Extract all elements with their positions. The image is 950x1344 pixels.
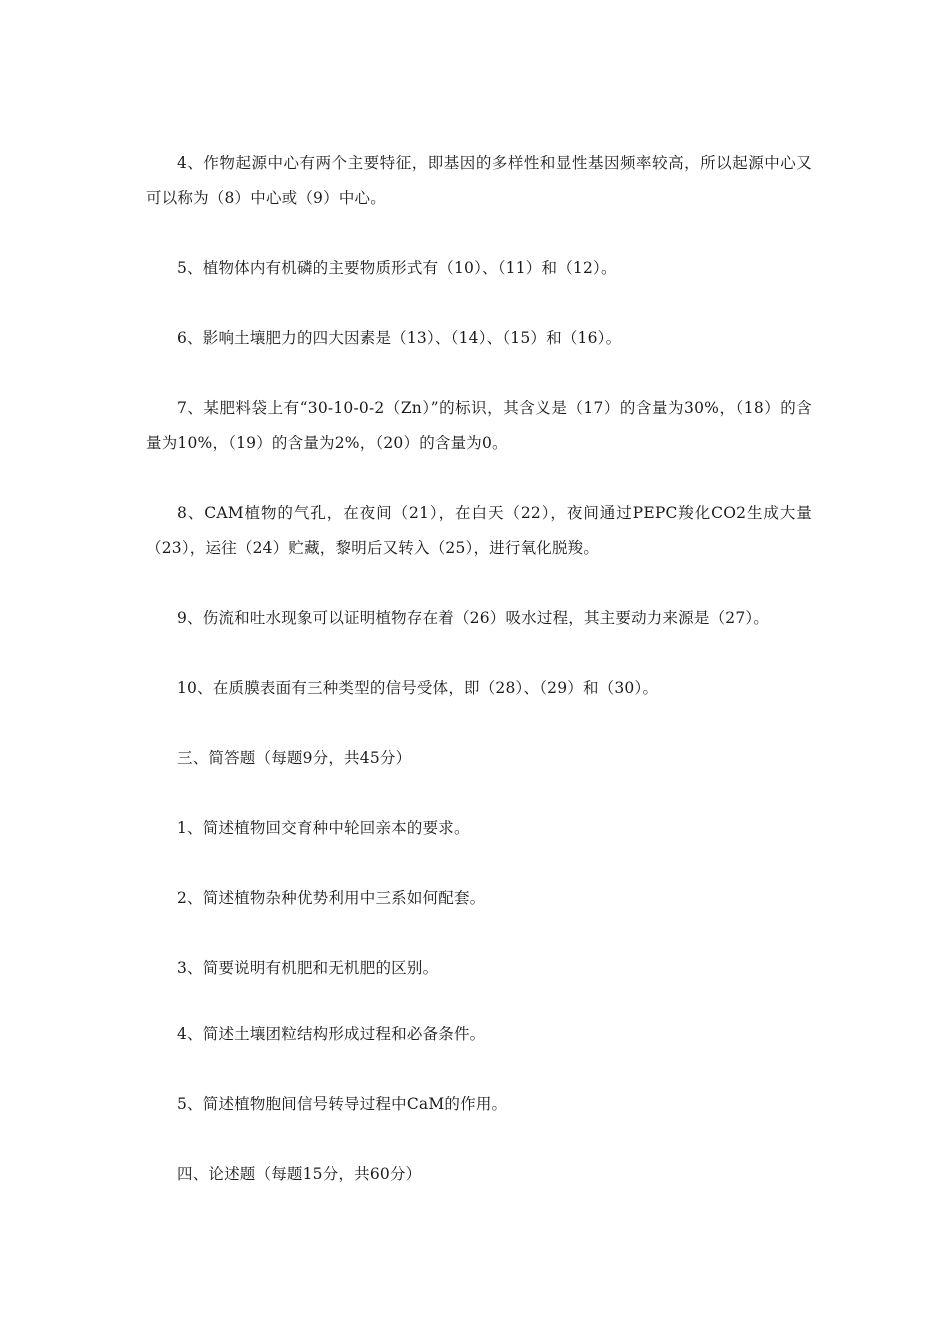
short-answer-question-2: 2、简述植物杂种优势利用中三系如何配套。 bbox=[177, 889, 486, 907]
fill-in-question-4: 4、作物起源中心有两个主要特征，即基因的多样性和显性基因频率较高，所以起源中心又可以称为（8）中心或（9）中心。 bbox=[146, 154, 812, 207]
essay-heading: 四、论述题（每题15分，共60分） bbox=[177, 1165, 422, 1183]
short-answer-heading: 三、简答题（每题9分，共45分） bbox=[177, 749, 412, 767]
short-answer-question-1: 1、简述植物回交育种中轮回亲本的要求。 bbox=[177, 819, 470, 837]
fill-in-question-10: 10、在质膜表面有三种类型的信号受体，即（28）、（29）和（30）。 bbox=[177, 679, 659, 697]
short-answer-question-4: 4、简述土壤团粒结构形成过程和必备条件。 bbox=[177, 1025, 486, 1043]
fill-in-question-9: 9、伤流和吐水现象可以证明植物存在着（26）吸水过程，其主要动力来源是（27）。 bbox=[177, 609, 770, 627]
short-answer-question-5: 5、简述植物胞间信号转导过程中CaM的作用。 bbox=[177, 1095, 508, 1113]
fill-in-question-8: 8、CAM植物的气孔，在夜间（21），在白天（22），夜间通过PEPC羧化CO2生成大量（23），运往（24）贮藏，黎明后又转入（25），进行氧化脱羧。 bbox=[146, 504, 812, 557]
short-answer-question-3: 3、简要说明有机肥和无机肥的区别。 bbox=[177, 959, 439, 977]
fill-in-question-5: 5、植物体内有机磷的主要物质形式有（10）、（11）和（12）。 bbox=[177, 259, 617, 277]
fill-in-question-6: 6、影响土壤肥力的四大因素是（13）、（14）、（15）和（16）。 bbox=[177, 329, 622, 347]
fill-in-question-7: 7、某肥料袋上有“30-10-0-2（Zn）”的标识，其含义是（17）的含量为30%，（18）的含量为10%，（19）的含量为2%，（20）的含量为0。 bbox=[146, 399, 812, 452]
